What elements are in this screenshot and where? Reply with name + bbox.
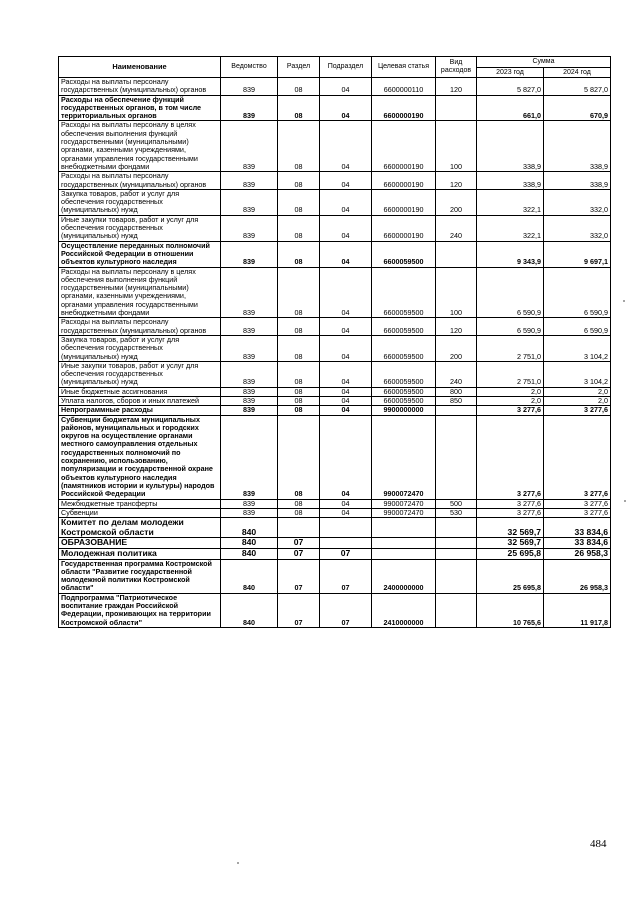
row-razdel: 07 bbox=[278, 548, 320, 559]
row-vid: 120 bbox=[436, 318, 477, 336]
row-vedomstvo: 839 bbox=[221, 267, 278, 318]
row-sum-2024: 670,9 bbox=[544, 95, 611, 121]
row-name: Подпрограмма "Патриотическое воспитание граждан Российской Федерации, проживающих на территории Костромской области" bbox=[59, 593, 221, 627]
row-podrazdel bbox=[320, 538, 372, 549]
row-vedomstvo: 839 bbox=[221, 121, 278, 172]
row-podrazdel: 04 bbox=[320, 121, 372, 172]
row-sum-2023: 338,9 bbox=[477, 172, 544, 190]
scan-speck bbox=[237, 862, 239, 864]
row-razdel: 08 bbox=[278, 396, 320, 405]
row-vedomstvo: 839 bbox=[221, 172, 278, 190]
row-target: 6600059500 bbox=[372, 387, 436, 396]
row-razdel: 08 bbox=[278, 335, 320, 361]
row-target: 6600000190 bbox=[372, 189, 436, 215]
row-razdel: 08 bbox=[278, 78, 320, 96]
row-vedomstvo: 839 bbox=[221, 215, 278, 241]
row-podrazdel: 04 bbox=[320, 189, 372, 215]
row-sum-2024: 33 834,6 bbox=[544, 518, 611, 538]
table-row bbox=[59, 538, 611, 549]
row-sum-2023: 32 569,7 bbox=[477, 538, 544, 549]
row-razdel: 08 bbox=[278, 318, 320, 336]
scan-speck bbox=[623, 300, 625, 302]
row-sum-2024: 3 277,6 bbox=[544, 508, 611, 517]
table-row bbox=[59, 518, 611, 538]
row-vid bbox=[436, 538, 477, 549]
row-target: 9900072470 bbox=[372, 499, 436, 508]
row-podrazdel: 04 bbox=[320, 215, 372, 241]
row-sum-2024: 338,9 bbox=[544, 172, 611, 190]
row-vid bbox=[436, 406, 477, 415]
row-target: 6600059500 bbox=[372, 267, 436, 318]
header-vedomstvo: Ведомство bbox=[221, 57, 278, 78]
row-sum-2024: 5 827,0 bbox=[544, 78, 611, 96]
row-vedomstvo: 840 bbox=[221, 559, 278, 593]
header-podrazdel: Подраздел bbox=[320, 57, 372, 78]
row-vedomstvo: 839 bbox=[221, 499, 278, 508]
row-name: Непрограммные расходы bbox=[59, 406, 221, 415]
row-sum-2024: 33 834,6 bbox=[544, 538, 611, 549]
row-name: Комитет по делам молодежи Костромской области bbox=[59, 518, 221, 538]
row-name: Межбюджетные трансферты bbox=[59, 499, 221, 508]
page-number: 484 bbox=[590, 838, 607, 850]
row-name: Закупка товаров, работ и услуг для обеспечения государственных (муниципальных) нужд bbox=[59, 335, 221, 361]
row-razdel: 07 bbox=[278, 593, 320, 627]
row-name: Молодежная политика bbox=[59, 548, 221, 559]
row-target: 6600000190 bbox=[372, 121, 436, 172]
row-name: Расходы на выплаты персоналу государственных (муниципальных) органов bbox=[59, 78, 221, 96]
table-row bbox=[59, 335, 611, 361]
row-vedomstvo: 840 bbox=[221, 538, 278, 549]
row-vid: 120 bbox=[436, 78, 477, 96]
header-name: Наименование bbox=[59, 57, 221, 78]
row-podrazdel: 04 bbox=[320, 508, 372, 517]
row-podrazdel: 04 bbox=[320, 172, 372, 190]
row-podrazdel: 04 bbox=[320, 78, 372, 96]
row-sum-2024: 3 277,6 bbox=[544, 499, 611, 508]
row-podrazdel: 04 bbox=[320, 499, 372, 508]
row-podrazdel: 04 bbox=[320, 406, 372, 415]
row-sum-2023: 9 343,9 bbox=[477, 241, 544, 267]
row-sum-2023: 32 569,7 bbox=[477, 518, 544, 538]
row-razdel: 08 bbox=[278, 121, 320, 172]
row-sum-2023: 25 695,8 bbox=[477, 548, 544, 559]
row-vid: 240 bbox=[436, 361, 477, 387]
row-vedomstvo: 839 bbox=[221, 241, 278, 267]
row-vid bbox=[436, 241, 477, 267]
row-sum-2023: 3 277,6 bbox=[477, 508, 544, 517]
row-razdel: 08 bbox=[278, 361, 320, 387]
row-name: Субвенции бюджетам муниципальных районов, муниципальных и городских округов на осуществление органами местного самоуправления отдельных государственных полномочий по сохранению, использованию, популяризации и государственной охране объектов культурного наследия (памятников истории и культуры) народов Российской Федерации bbox=[59, 415, 221, 499]
row-name: Расходы на обеспечение функций государственных органов, в том числе территориальных органов bbox=[59, 95, 221, 121]
table-row bbox=[59, 318, 611, 336]
row-sum-2023: 338,9 bbox=[477, 121, 544, 172]
row-sum-2023: 3 277,6 bbox=[477, 499, 544, 508]
row-target: 6600059500 bbox=[372, 396, 436, 405]
row-vid: 200 bbox=[436, 335, 477, 361]
budget-table bbox=[58, 56, 611, 628]
row-sum-2023: 2,0 bbox=[477, 387, 544, 396]
row-vedomstvo: 839 bbox=[221, 406, 278, 415]
row-razdel: 07 bbox=[278, 559, 320, 593]
row-vedomstvo: 839 bbox=[221, 396, 278, 405]
table-row bbox=[59, 548, 611, 559]
header-razdel: Раздел bbox=[278, 57, 320, 78]
row-target: 6600000110 bbox=[372, 78, 436, 96]
row-podrazdel: 04 bbox=[320, 95, 372, 121]
row-target bbox=[372, 548, 436, 559]
table-row bbox=[59, 78, 611, 96]
row-target: 6600000190 bbox=[372, 215, 436, 241]
row-sum-2024: 3 277,6 bbox=[544, 406, 611, 415]
row-name: Иные закупки товаров, работ и услуг для обеспечения государственных (муниципальных) нужд bbox=[59, 361, 221, 387]
row-sum-2024: 26 958,3 bbox=[544, 559, 611, 593]
row-podrazdel: 04 bbox=[320, 335, 372, 361]
header-summa: Сумма bbox=[477, 57, 611, 68]
row-vid: 800 bbox=[436, 387, 477, 396]
row-sum-2023: 2,0 bbox=[477, 396, 544, 405]
row-razdel: 07 bbox=[278, 538, 320, 549]
row-razdel: 08 bbox=[278, 95, 320, 121]
row-sum-2024: 338,9 bbox=[544, 121, 611, 172]
row-podrazdel: 07 bbox=[320, 559, 372, 593]
row-razdel: 08 bbox=[278, 406, 320, 415]
row-razdel: 08 bbox=[278, 215, 320, 241]
row-razdel: 08 bbox=[278, 508, 320, 517]
table-row bbox=[59, 189, 611, 215]
row-target: 6600000190 bbox=[372, 95, 436, 121]
row-name: Расходы на выплаты персоналу государственных (муниципальных) органов bbox=[59, 318, 221, 336]
row-sum-2024: 332,0 bbox=[544, 215, 611, 241]
row-target bbox=[372, 518, 436, 538]
row-sum-2024: 26 958,3 bbox=[544, 548, 611, 559]
row-name: Иные бюджетные ассигнования bbox=[59, 387, 221, 396]
row-razdel: 08 bbox=[278, 241, 320, 267]
row-target: 9900000000 bbox=[372, 406, 436, 415]
row-vid: 530 bbox=[436, 508, 477, 517]
row-name: ОБРАЗОВАНИЕ bbox=[59, 538, 221, 549]
row-vedomstvo: 840 bbox=[221, 548, 278, 559]
row-podrazdel: 04 bbox=[320, 396, 372, 405]
row-target: 6600000190 bbox=[372, 172, 436, 190]
row-sum-2024: 3 104,2 bbox=[544, 335, 611, 361]
row-target: 6600059500 bbox=[372, 361, 436, 387]
row-target: 9900072470 bbox=[372, 415, 436, 499]
table-row bbox=[59, 121, 611, 172]
row-razdel: 08 bbox=[278, 267, 320, 318]
row-sum-2023: 5 827,0 bbox=[477, 78, 544, 96]
table-row bbox=[59, 559, 611, 593]
row-sum-2023: 322,1 bbox=[477, 189, 544, 215]
header-2024: 2024 год bbox=[544, 68, 611, 78]
row-name: Субвенции bbox=[59, 508, 221, 517]
row-razdel: 08 bbox=[278, 415, 320, 499]
row-vedomstvo: 839 bbox=[221, 318, 278, 336]
table-body bbox=[59, 78, 611, 628]
row-target: 2400000000 bbox=[372, 559, 436, 593]
row-sum-2024: 9 697,1 bbox=[544, 241, 611, 267]
row-vedomstvo: 839 bbox=[221, 361, 278, 387]
row-podrazdel: 04 bbox=[320, 387, 372, 396]
table-row bbox=[59, 241, 611, 267]
row-vedomstvo: 839 bbox=[221, 387, 278, 396]
row-vedomstvo: 839 bbox=[221, 78, 278, 96]
row-vid: 100 bbox=[436, 267, 477, 318]
row-vid: 200 bbox=[436, 189, 477, 215]
row-name: Расходы на выплаты персоналу в целях обеспечения выполнения функций государственными (муниципальными) органами, казенными учреждениями, органами управления государственными внебюджетными фондами bbox=[59, 267, 221, 318]
row-sum-2023: 10 765,6 bbox=[477, 593, 544, 627]
row-sum-2023: 6 590,9 bbox=[477, 318, 544, 336]
row-podrazdel bbox=[320, 518, 372, 538]
header-2023: 2023 год bbox=[477, 68, 544, 78]
row-vid bbox=[436, 559, 477, 593]
row-podrazdel: 04 bbox=[320, 361, 372, 387]
table-row bbox=[59, 406, 611, 415]
row-vid: 120 bbox=[436, 172, 477, 190]
row-sum-2023: 3 277,6 bbox=[477, 406, 544, 415]
row-sum-2023: 322,1 bbox=[477, 215, 544, 241]
table-row bbox=[59, 361, 611, 387]
row-name: Уплата налогов, сборов и иных платежей bbox=[59, 396, 221, 405]
row-sum-2023: 2 751,0 bbox=[477, 361, 544, 387]
row-name: Закупка товаров, работ и услуг для обеспечения государственных (муниципальных) нужд bbox=[59, 189, 221, 215]
row-sum-2024: 332,0 bbox=[544, 189, 611, 215]
row-podrazdel: 07 bbox=[320, 593, 372, 627]
row-podrazdel: 04 bbox=[320, 267, 372, 318]
row-vid bbox=[436, 593, 477, 627]
row-vedomstvo: 840 bbox=[221, 593, 278, 627]
table-header bbox=[59, 57, 611, 78]
row-vid: 100 bbox=[436, 121, 477, 172]
table-row bbox=[59, 172, 611, 190]
row-podrazdel: 07 bbox=[320, 548, 372, 559]
row-razdel: 08 bbox=[278, 172, 320, 190]
row-vedomstvo: 839 bbox=[221, 189, 278, 215]
row-sum-2024: 2,0 bbox=[544, 387, 611, 396]
row-podrazdel: 04 bbox=[320, 241, 372, 267]
row-vid bbox=[436, 548, 477, 559]
row-razdel: 08 bbox=[278, 499, 320, 508]
row-vid: 850 bbox=[436, 396, 477, 405]
row-razdel bbox=[278, 518, 320, 538]
row-name: Осуществление переданных полномочий Российской Федерации в отношении объектов культурного наследия bbox=[59, 241, 221, 267]
row-target: 6600059500 bbox=[372, 335, 436, 361]
row-target: 6600059500 bbox=[372, 241, 436, 267]
table-row bbox=[59, 415, 611, 499]
row-razdel: 08 bbox=[278, 189, 320, 215]
table-row bbox=[59, 267, 611, 318]
table-row bbox=[59, 215, 611, 241]
row-sum-2023: 6 590,9 bbox=[477, 267, 544, 318]
row-sum-2023: 25 695,8 bbox=[477, 559, 544, 593]
row-sum-2024: 6 590,9 bbox=[544, 318, 611, 336]
table-row bbox=[59, 499, 611, 508]
row-vid: 500 bbox=[436, 499, 477, 508]
row-name: Государственная программа Костромской области "Развитие государственной молодежной политики Костромской области" bbox=[59, 559, 221, 593]
row-podrazdel: 04 bbox=[320, 318, 372, 336]
row-vid bbox=[436, 95, 477, 121]
row-sum-2024: 3 104,2 bbox=[544, 361, 611, 387]
row-name: Иные закупки товаров, работ и услуг для обеспечения государственных (муниципальных) нужд bbox=[59, 215, 221, 241]
row-vedomstvo: 839 bbox=[221, 95, 278, 121]
header-vid: Вид расходов bbox=[436, 57, 477, 78]
row-vedomstvo: 840 bbox=[221, 518, 278, 538]
row-name: Расходы на выплаты персоналу государственных (муниципальных) органов bbox=[59, 172, 221, 190]
row-razdel: 08 bbox=[278, 387, 320, 396]
row-target bbox=[372, 538, 436, 549]
row-sum-2024: 2,0 bbox=[544, 396, 611, 405]
row-name: Расходы на выплаты персоналу в целях обеспечения выполнения функций государственными (муниципальными) органами, казенными учреждениями, органами управления государственными внебюджетными фондами bbox=[59, 121, 221, 172]
row-vedomstvo: 839 bbox=[221, 335, 278, 361]
row-sum-2023: 3 277,6 bbox=[477, 415, 544, 499]
header-target: Целевая статья bbox=[372, 57, 436, 78]
row-sum-2023: 2 751,0 bbox=[477, 335, 544, 361]
row-sum-2024: 6 590,9 bbox=[544, 267, 611, 318]
table-row bbox=[59, 593, 611, 627]
row-sum-2023: 661,0 bbox=[477, 95, 544, 121]
scan-speck bbox=[624, 500, 626, 502]
row-podrazdel: 04 bbox=[320, 415, 372, 499]
row-vedomstvo: 839 bbox=[221, 415, 278, 499]
row-target: 9900072470 bbox=[372, 508, 436, 517]
table-row bbox=[59, 95, 611, 121]
row-vedomstvo: 839 bbox=[221, 508, 278, 517]
row-target: 6600059500 bbox=[372, 318, 436, 336]
row-vid bbox=[436, 518, 477, 538]
row-vid bbox=[436, 415, 477, 499]
row-sum-2024: 3 277,6 bbox=[544, 415, 611, 499]
row-target: 2410000000 bbox=[372, 593, 436, 627]
row-sum-2024: 11 917,8 bbox=[544, 593, 611, 627]
row-vid: 240 bbox=[436, 215, 477, 241]
